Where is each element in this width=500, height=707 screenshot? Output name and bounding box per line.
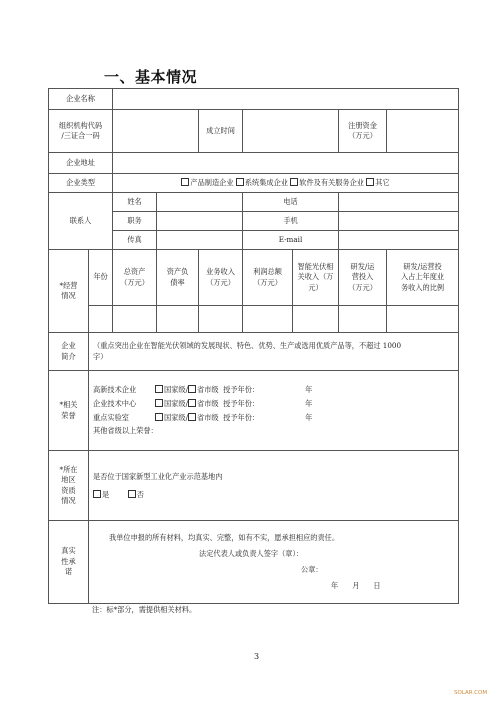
col-total-profit: 利润总额 （万元） (243, 250, 293, 306)
company-name-field[interactable] (113, 89, 459, 110)
label-business: *经营 情况 (49, 250, 89, 333)
label-reg-capital: 注册资金 （万元） (339, 110, 387, 153)
region-yes-option[interactable]: 是 (93, 490, 109, 499)
contact-mobile-field[interactable] (339, 212, 459, 231)
business-pv-field[interactable] (293, 306, 339, 333)
honor-row: 重点实验室 国家级/ 省市级 授予年份： 年 (93, 412, 313, 422)
label-contact: 联系人 (49, 193, 113, 250)
business-income-field[interactable] (199, 306, 243, 333)
type-option-other[interactable]: 其它 (366, 178, 389, 187)
label-est-time: 成立时间 (199, 110, 243, 153)
business-profit-field[interactable] (243, 306, 293, 333)
contact-phone-field[interactable] (339, 193, 459, 212)
commitment-field (89, 521, 459, 604)
profile-field[interactable]: （重点突出企业在智能光伏领域的发展现状、特色、优势、生产或选用优质产品等，不超过 1000 字） (89, 333, 459, 371)
region-question: 是否位于国家新型工业化产业示范基地内 (93, 472, 223, 482)
seal-label[interactable]: 公章： (301, 565, 323, 574)
section-heading: 一、基本情况 (104, 68, 198, 86)
checkbox-icon (366, 178, 374, 186)
business-rd-field[interactable] (339, 306, 387, 333)
region-field (89, 451, 459, 521)
label-contact-name: 姓名 (113, 193, 157, 212)
contact-name-field[interactable] (157, 193, 243, 212)
company-type-options (113, 174, 459, 193)
col-total-assets: 总资产 （万元） (113, 250, 157, 306)
checkbox-icon (128, 490, 136, 498)
checkbox-icon (181, 178, 189, 186)
page-number: 3 (254, 652, 260, 661)
business-debt-field[interactable] (157, 306, 199, 333)
label-region: *所在 地区 资质 情况 (49, 451, 89, 521)
contact-fax-field[interactable] (157, 231, 243, 250)
contact-email-field[interactable] (339, 231, 459, 250)
label-contact-mobile: 手机 (243, 212, 339, 231)
honors-field (89, 371, 459, 451)
checkbox-icon (93, 490, 101, 498)
checkbox-icon[interactable] (188, 399, 196, 407)
footnote: 注：标*部分，需提供相关材料。 (92, 605, 197, 614)
type-option-integration[interactable]: 系统集成企业 (236, 178, 288, 187)
commitment-statement: 我单位申报的所有材料，均真实、完整，如有不实，愿承担相应的责任。 (109, 533, 340, 543)
checkbox-icon (236, 178, 244, 186)
honor-row: 企业技术中心 国家级/ 省市级 授予年份： 年 (93, 398, 313, 408)
type-option-software[interactable]: 软件及有关服务企业 (290, 178, 364, 187)
business-ratio-field[interactable] (387, 306, 459, 333)
col-debt-ratio: 资产负 债率 (157, 250, 199, 306)
address-field[interactable] (113, 153, 459, 174)
col-rd-investment: 研发/运 营投入 （万元） (339, 250, 387, 306)
region-no-option[interactable]: 否 (128, 490, 144, 499)
label-company-name: 企业名称 (49, 89, 113, 110)
checkbox-icon[interactable] (155, 385, 163, 393)
type-option-manufacturing[interactable]: 产品制造企业 (181, 178, 233, 187)
contact-position-field[interactable] (157, 212, 243, 231)
label-contact-fax: 传真 (113, 231, 157, 250)
commitment-date[interactable]: 年 月 日 (331, 580, 381, 590)
checkbox-icon[interactable] (188, 385, 196, 393)
checkbox-icon (290, 178, 298, 186)
label-contact-position: 职务 (113, 212, 157, 231)
label-address: 企业地址 (49, 153, 113, 174)
label-honors: *相关 荣誉 (49, 371, 89, 451)
honors-other[interactable]: 其他省级以上荣誉： (93, 426, 158, 436)
label-profile: 企业 简介 (49, 333, 89, 371)
basic-info-form (48, 88, 459, 604)
checkbox-icon[interactable] (188, 413, 196, 421)
col-pv-income: 智能光伏相 关收入（万 元） (293, 250, 339, 306)
honor-row: 高新技术企业 国家级/ 省市级 授予年份： 年 (93, 385, 313, 395)
label-year: 年份 (89, 250, 113, 306)
business-year-field[interactable] (89, 306, 113, 333)
business-assets-field[interactable] (113, 306, 157, 333)
watermark: SOLAR.COM (454, 690, 488, 696)
label-contact-email: E-mail (243, 231, 339, 250)
est-time-field[interactable] (243, 110, 339, 153)
signer-label[interactable]: 法定代表人或负责人签字（章）： (199, 549, 304, 559)
label-org-code: 组织机构代码 /三证合一码 (49, 110, 113, 153)
checkbox-icon[interactable] (155, 413, 163, 421)
org-code-field[interactable] (113, 110, 199, 153)
checkbox-icon[interactable] (155, 399, 163, 407)
label-contact-phone: 电话 (243, 193, 339, 212)
label-company-type: 企业类型 (49, 174, 113, 193)
label-commitment: 真实 性承 诺 (49, 521, 89, 604)
col-business-income: 业务收入 （万元） (199, 250, 243, 306)
col-rd-ratio: 研发/运营投 入占上年度业 务收入的比例 (387, 250, 459, 306)
reg-capital-field[interactable] (387, 110, 459, 153)
